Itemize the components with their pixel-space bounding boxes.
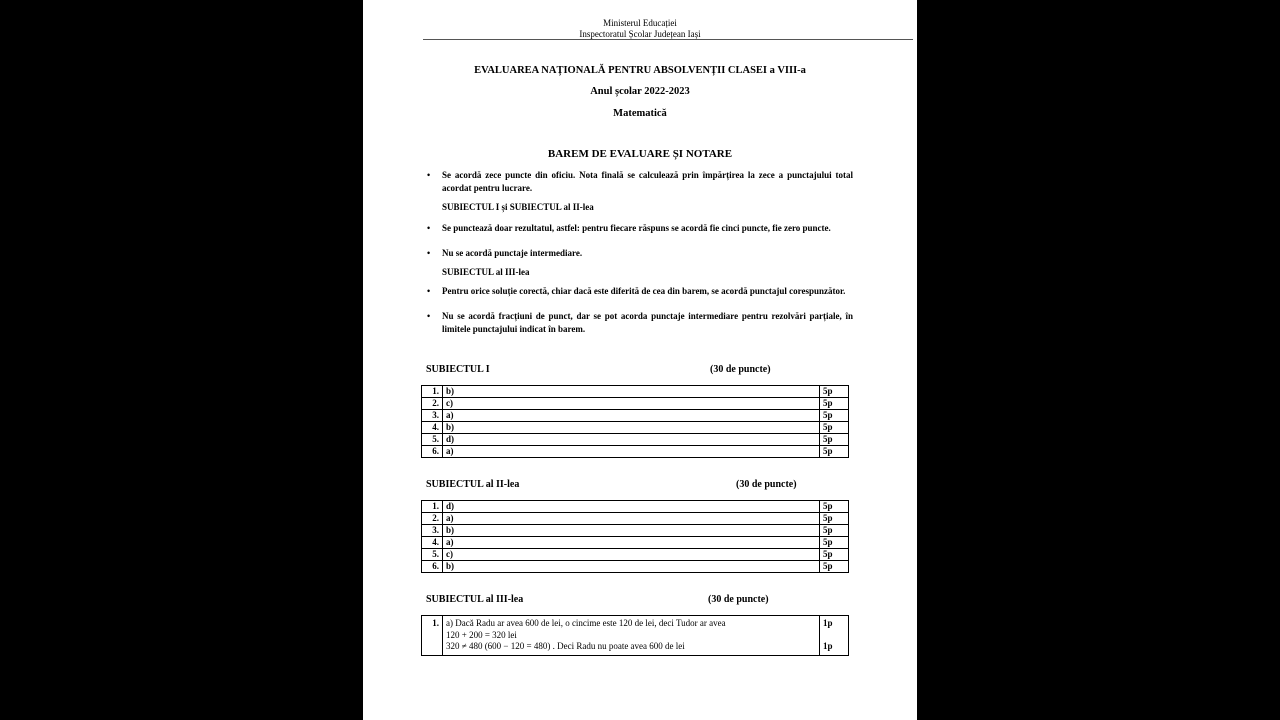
section-1-points: (30 de puncte) [710, 364, 771, 375]
subheading-s1-s2: SUBIECTUL I și SUBIECTUL al II-lea [442, 202, 594, 212]
table-row: 6. b) 5p [422, 561, 849, 573]
table-row: 3. a) 5p [422, 410, 849, 422]
general-rule-3: • Nu se acordă punctaje intermediare. [427, 248, 583, 258]
subject-name: Matematică [613, 108, 667, 119]
section-3-title: SUBIECTUL al III-lea [426, 594, 524, 605]
subheading-s3: SUBIECTUL al III-lea [442, 267, 530, 277]
table-row: 6. a) 5p [422, 446, 849, 458]
bullet-icon: • [427, 311, 431, 321]
table-row: 4. a) 5p [422, 537, 849, 549]
bullet-icon: • [427, 223, 431, 233]
header-divider [423, 39, 913, 40]
inspectorate-name: Inspectoratul Școlar Județean Iași [579, 29, 701, 39]
table-row: 1. a) Dacă Radu ar avea 600 de lei, o cincime este 120 de lei, deci Tudor ar avea 120 + 200 = 320 lei 320 ≠ 480 (600 − 120 = 480) . Deci Radu nu poate avea 600 de lei 1p 1p [422, 616, 849, 656]
general-rule-4: • Pentru orice soluție corectă, chiar dacă este diferită de cea din barem, se acordă punctajul corespunzător. [427, 286, 846, 296]
section-2-answer-table [421, 500, 849, 573]
table-row: 4. b) 5p [422, 422, 849, 434]
school-year: Anul școlar 2022-2023 [590, 86, 690, 97]
solution-text: a) Dacă Radu ar avea 600 de lei, o cincime este 120 de lei, deci Tudor ar avea 120 + 200 = 320 lei 320 ≠ 480 (600 − 120 = 480) . Deci Radu nu poate avea 600 de lei [443, 616, 820, 656]
ministry-name: Ministerul Educației [603, 18, 677, 28]
table-row: 1. b) 5p [422, 386, 849, 398]
exam-title: EVALUAREA NAȚIONALĂ PENTRU ABSOLVENȚII CLASEI a VIII-a [474, 65, 806, 76]
bullet-icon: • [427, 286, 431, 296]
section-2-title: SUBIECTUL al II-lea [426, 479, 520, 490]
document-page [363, 0, 917, 720]
table-row: 2. c) 5p [422, 398, 849, 410]
table-row: 5. d) 5p [422, 434, 849, 446]
general-rule-2: • Se punctează doar rezultatul, astfel: pentru fiecare răspuns se acordă fie cinci puncte, fie zero puncte. [427, 223, 831, 233]
section-3-points: (30 de puncte) [708, 594, 769, 605]
bullet-icon: • [427, 248, 431, 258]
general-rule-1: • Se acordă zece puncte din oficiu. Nota finală se calculează prin împărțirea la zece a punctajului total acordat pentru lucrare. [427, 170, 853, 193]
section-2-points: (30 de puncte) [736, 479, 797, 490]
general-rule-5: • Nu se acordă fracțiuni de punct, dar se pot acorda punctaje intermediare pentru rezolvări parțiale, în limitele punctajului indicat în barem. [427, 311, 853, 334]
section-1-title: SUBIECTUL I [426, 364, 490, 375]
barem-title: BAREM DE EVALUARE ȘI NOTARE [547, 148, 733, 160]
bullet-icon: • [427, 170, 431, 180]
solution-scores: 1p 1p [820, 616, 849, 656]
table-row: 3. b) 5p [422, 525, 849, 537]
table-row: 1. d) 5p [422, 501, 849, 513]
section-3-solution-table [421, 615, 849, 656]
table-row: 2. a) 5p [422, 513, 849, 525]
section-1-answer-table [421, 385, 849, 458]
table-row: 5. c) 5p [422, 549, 849, 561]
